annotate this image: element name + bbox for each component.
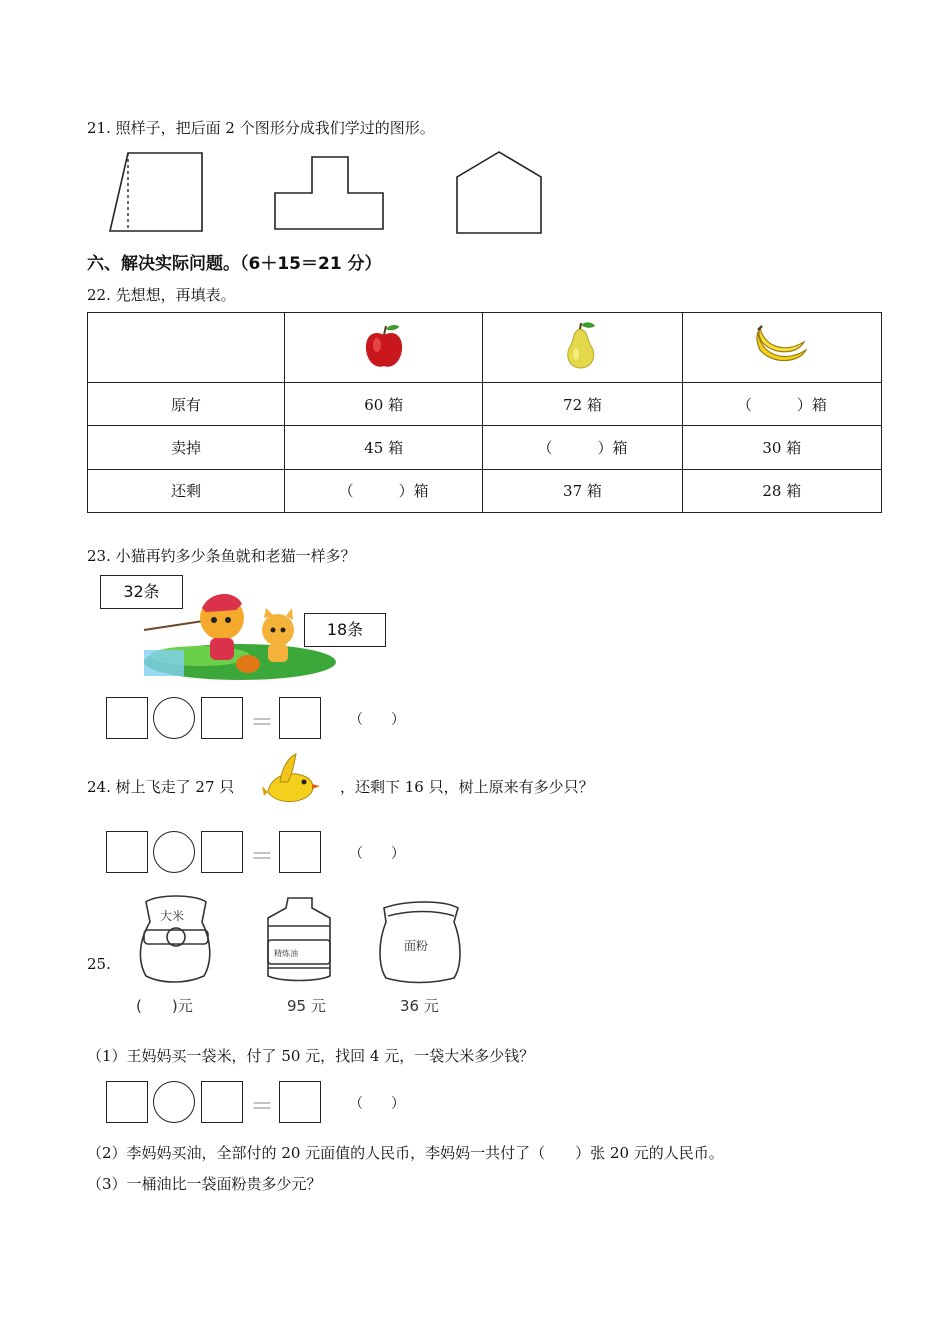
operator-circle[interactable] [153, 697, 195, 739]
row-label: 卖掉 [88, 426, 285, 469]
q21-question: 照样子，把后面 2 个图形分成我们学过的图形。 [115, 119, 435, 137]
q21-number: 21. [87, 119, 111, 137]
q25-number: 25. [87, 955, 111, 973]
apple-icon [361, 321, 407, 371]
equation-box[interactable] [106, 831, 148, 873]
q23-number: 23. [87, 547, 111, 565]
table-corner-cell [88, 313, 285, 383]
q21-shapes [100, 145, 560, 245]
row-label: 还剩 [88, 469, 285, 512]
q23-text [87, 545, 356, 566]
rice-bag-icon [140, 896, 209, 982]
flour-price: 36 元 [400, 997, 439, 1015]
table-header-row [88, 313, 882, 383]
result-box[interactable] [279, 697, 321, 739]
banana-header-cell [682, 313, 881, 383]
q22-text [87, 284, 236, 305]
pear-cell: 72 箱 [483, 383, 682, 426]
t-shape [275, 157, 383, 229]
q24-text-before [87, 776, 234, 797]
q24-question-start: 树上飞走了 27 只 [115, 778, 235, 796]
unit-answer[interactable]: （ ） [349, 712, 405, 728]
pear-icon [559, 321, 605, 371]
q25-subquestion-3: （3）一桶油比一袋面粉贵多少元？ [87, 1175, 322, 1193]
q22-question: 先想想，再填表。 [115, 286, 236, 304]
result-box[interactable] [279, 831, 321, 873]
result-box[interactable] [279, 1081, 321, 1123]
unit-answer[interactable]: （ ） [349, 846, 405, 862]
equals-sign: ＝ [250, 1092, 274, 1120]
small-cat-fish-count: 18条 [304, 613, 386, 647]
apple-cell: 45 箱 [285, 426, 483, 469]
oil-jug-icon [268, 898, 330, 981]
section-6-title: 六、解决实际问题。（6＋15＝21 分） [87, 254, 382, 274]
equals-sign: ＝ [250, 708, 274, 736]
table-row [88, 383, 882, 426]
apple-cell: 60 箱 [285, 383, 483, 426]
row-label: 原有 [88, 383, 285, 426]
banana-cell: 30 箱 [682, 426, 881, 469]
flour-bag-icon [380, 902, 460, 983]
oil-jug-label: 精炼油 [274, 949, 298, 958]
fruit-table [87, 312, 882, 513]
pear-cell[interactable]: （ ）箱 [483, 426, 682, 469]
flour-bag-label: 面粉 [404, 939, 429, 953]
rice-price[interactable]: ( )元 [136, 997, 193, 1015]
equation-box[interactable] [106, 1081, 148, 1123]
equals-sign: ＝ [250, 842, 274, 870]
q22-number: 22. [87, 286, 111, 304]
banana-icon [754, 324, 810, 368]
apple-cell[interactable]: （ ）箱 [285, 469, 483, 512]
table-row [88, 469, 882, 512]
q23-question: 小猫再钓多少条鱼就和老猫一样多？ [115, 547, 356, 565]
equation-box[interactable] [201, 1081, 243, 1123]
banana-cell: 28 箱 [682, 469, 881, 512]
big-cat-fish-count: 32条 [100, 575, 183, 609]
operator-circle[interactable] [153, 831, 195, 873]
equation-box[interactable] [201, 831, 243, 873]
example-trapezoid-shape [110, 153, 202, 231]
oil-price: 95 元 [287, 997, 326, 1015]
unit-answer[interactable]: （ ） [349, 1096, 405, 1112]
equation-box[interactable] [106, 697, 148, 739]
q25-subquestion-2: （2）李妈妈买油，全部付的 20 元面值的人民币，李妈妈一共付了（ ）张 20 元的人民币。 [87, 1144, 724, 1162]
pear-header-cell [483, 313, 682, 383]
table-row [88, 426, 882, 469]
q24-number: 24. [87, 778, 111, 796]
equation-box[interactable] [201, 697, 243, 739]
q21-text [87, 117, 435, 138]
q24-question-end: ，还剩下 16 只，树上原来有多少只？ [340, 778, 594, 796]
operator-circle[interactable] [153, 1081, 195, 1123]
bird-icon [260, 752, 320, 812]
rice-bag-label: 大米 [160, 909, 185, 923]
q25-subquestion-1: （1）王妈妈买一袋米，付了 50 元，找回 4 元，一袋大米多少钱？ [87, 1047, 535, 1065]
house-shape [457, 152, 541, 233]
apple-header-cell [285, 313, 483, 383]
q25-products [136, 892, 476, 987]
pear-cell: 37 箱 [483, 469, 682, 512]
banana-cell[interactable]: （ ）箱 [682, 383, 881, 426]
